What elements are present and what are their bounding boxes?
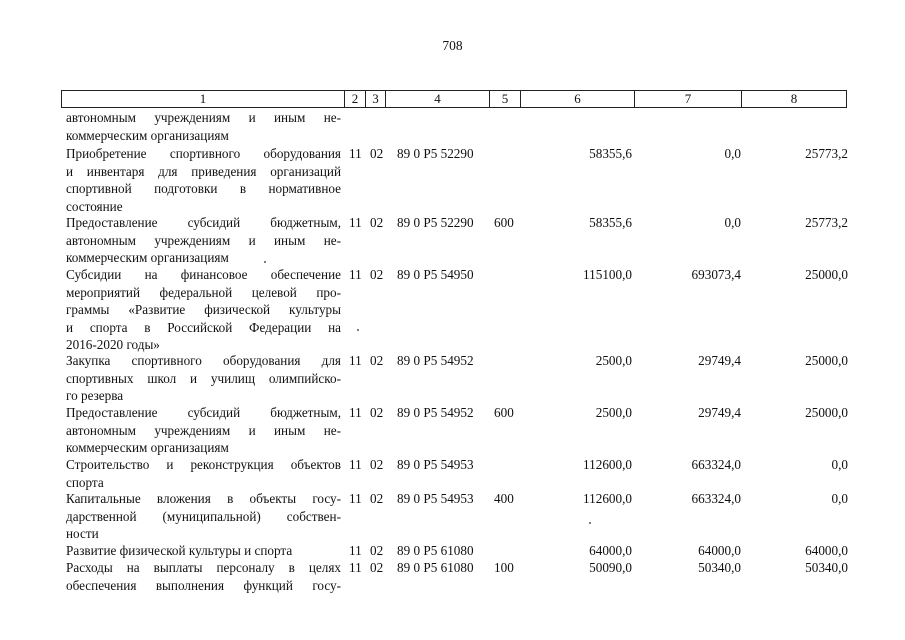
row-description	[66, 266, 341, 354]
row-description	[66, 352, 341, 405]
description-line: Субсидии на финансовое обеспечение	[66, 267, 341, 282]
amount-col-6: 58355,6	[589, 215, 632, 230]
amount-col-7: 663324,0	[691, 457, 741, 472]
amount-col-6: 50090,0	[589, 560, 632, 575]
amount-col-8: 25773,2	[805, 215, 848, 230]
target-article-code: 89 0 P5 54952	[397, 405, 474, 420]
amount-col-8: 0,0	[831, 491, 848, 506]
header-col-1: 1	[199, 91, 207, 106]
amount-col-6: 2500,0	[595, 405, 632, 420]
amount-col-8: 25000,0	[805, 353, 848, 368]
description-line: автономным учреждениям и иным не-	[66, 232, 341, 248]
description-line: дарственной (муниципальной) собствен-	[66, 508, 341, 524]
section-code: 11	[349, 353, 362, 368]
target-article-code: 89 0 P5 52290	[397, 215, 474, 230]
row-description	[66, 456, 341, 491]
amount-col-6: 64000,0	[589, 543, 632, 558]
description-line: Капитальные вложения в объекты госу-	[66, 491, 341, 506]
section-code: 11	[349, 543, 362, 558]
description-line: Расходы на выплаты персоналу в целях	[66, 560, 341, 575]
amount-col-6: 115100,0	[583, 267, 632, 282]
section-code: 11	[349, 560, 362, 575]
header-col-5: 5	[489, 91, 520, 107]
header-col-6: 6	[520, 91, 634, 107]
amount-col-7: 29749,4	[698, 405, 741, 420]
description-line: Предоставление субсидий бюджетным,	[66, 405, 341, 420]
scan-speck	[264, 261, 266, 263]
subsection-code: 02	[370, 543, 384, 558]
amount-col-7: 50340,0	[698, 560, 741, 575]
target-article-code: 89 0 P5 54950	[397, 267, 474, 282]
description-line: мероприятий федеральной целевой про-	[66, 284, 341, 300]
amount-col-7: 0,0	[724, 215, 741, 230]
amount-col-7: 693073,4	[691, 267, 741, 282]
target-article-code: 89 0 P5 52290	[397, 146, 474, 161]
expense-type-code: 100	[494, 560, 514, 575]
page-number: 708	[442, 38, 463, 53]
description-line: спортивной подготовки в нормативное	[66, 181, 341, 196]
subsection-code: 02	[370, 215, 384, 230]
description-line: состояние	[66, 198, 123, 214]
target-article-code: 89 0 P5 61080	[397, 560, 474, 575]
section-code: 11	[349, 146, 362, 161]
description-line: Закупка спортивного оборудования для	[66, 353, 341, 368]
description-line: спорта	[66, 474, 104, 490]
section-code: 11	[349, 457, 362, 472]
amount-col-6: 2500,0	[595, 353, 632, 368]
scan-speck	[589, 522, 591, 524]
row-description	[66, 214, 341, 267]
amount-col-7: 0,0	[724, 146, 741, 161]
description-line: спортивных школ и училищ олимпийско-	[66, 370, 341, 386]
amount-col-8: 64000,0	[805, 543, 848, 558]
subsection-code: 02	[370, 267, 384, 282]
target-article-code: 89 0 P5 54952	[397, 353, 474, 368]
target-article-code: 89 0 P5 54953	[397, 457, 474, 472]
subsection-code: 02	[370, 491, 384, 506]
target-article-code: 89 0 P5 61080	[397, 543, 474, 558]
amount-col-6: 112600,0	[583, 457, 632, 472]
description-line: автономным учреждениям и иным не-	[66, 110, 341, 125]
subsection-code: 02	[370, 146, 384, 161]
amount-col-8: 25000,0	[805, 405, 848, 420]
subsection-code: 02	[370, 353, 384, 368]
row-description	[66, 542, 341, 560]
description-line: го резерва	[66, 388, 124, 403]
header-col-4: 4	[385, 91, 489, 107]
header-col-7: 7	[634, 91, 741, 107]
table-header	[61, 90, 847, 108]
expense-type-code: 600	[494, 215, 514, 230]
description-line: и инвентаря для приведения организаций	[66, 163, 341, 179]
description-line: граммы «Развитие физической культуры	[66, 302, 341, 317]
expense-type-code: 600	[494, 405, 514, 420]
header-col-2: 2	[344, 91, 365, 107]
expense-type-code: 400	[494, 491, 514, 506]
section-code: 11	[349, 491, 362, 506]
amount-col-6: 112600,0	[583, 491, 632, 506]
amount-col-7: 29749,4	[698, 353, 741, 368]
scan-speck	[357, 329, 359, 331]
description-line: автономным учреждениям и иным не-	[66, 422, 341, 438]
section-code: 11	[349, 215, 362, 230]
subsection-code: 02	[370, 457, 384, 472]
description-line: коммерческим организациям	[66, 250, 229, 265]
row-description	[66, 559, 341, 594]
amount-col-7: 663324,0	[691, 491, 741, 506]
target-article-code: 89 0 P5 54953	[397, 491, 474, 506]
description-line: 2016-2020 годы»	[66, 337, 160, 352]
section-code: 11	[349, 405, 362, 420]
amount-col-6: 58355,6	[589, 146, 632, 161]
row-description	[66, 490, 341, 543]
subsection-code: 02	[370, 405, 384, 420]
row-description	[66, 145, 341, 215]
amount-col-8: 25000,0	[805, 267, 848, 282]
header-col-3: 3	[365, 91, 385, 107]
section-code: 11	[349, 267, 362, 282]
description-line: обеспечения выполнения функций госу-	[66, 577, 341, 593]
row-description	[66, 109, 341, 144]
description-line: Предоставление субсидий бюджетным,	[66, 215, 341, 230]
description-line: Строительство и реконструкция объектов	[66, 457, 341, 472]
description-line: ности	[66, 526, 99, 541]
amount-col-8: 50340,0	[805, 560, 848, 575]
description-line: Приобретение спортивного оборудования	[66, 146, 341, 161]
header-col-8: 8	[741, 91, 846, 107]
row-description	[66, 404, 341, 457]
description-line: и спорта в Российской Федерации на	[66, 319, 341, 335]
description-line: Развитие физической культуры и спорта	[66, 543, 293, 558]
subsection-code: 02	[370, 560, 384, 575]
description-line: коммерческим организациям	[66, 127, 229, 143]
description-line: коммерческим организациям	[66, 440, 229, 455]
amount-col-8: 25773,2	[805, 146, 848, 161]
amount-col-8: 0,0	[831, 457, 848, 472]
amount-col-7: 64000,0	[698, 543, 741, 558]
